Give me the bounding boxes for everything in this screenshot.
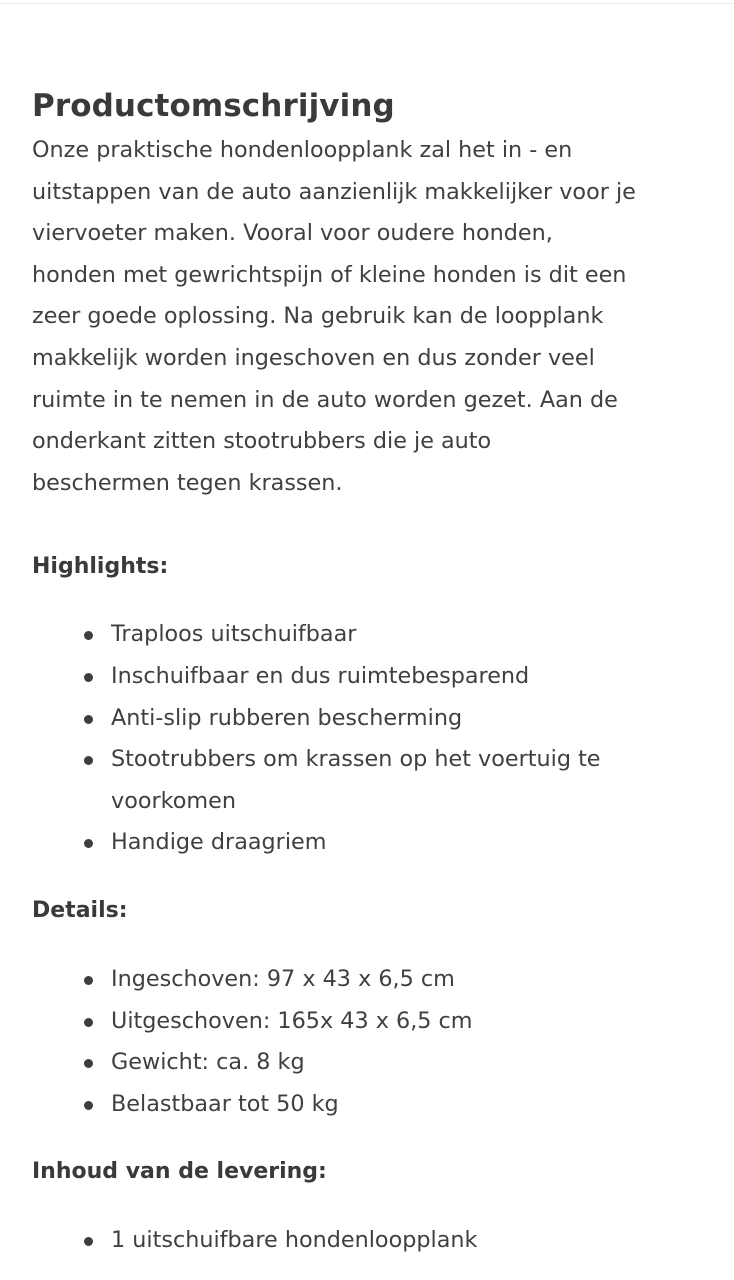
list-item bbox=[32, 698, 712, 740]
product-description-section bbox=[32, 82, 712, 1262]
bullet-icon bbox=[84, 631, 93, 640]
list-item bbox=[32, 1001, 712, 1043]
list-item bbox=[32, 739, 712, 822]
list-item bbox=[32, 959, 712, 1001]
list-item bbox=[32, 822, 712, 864]
bullet-icon bbox=[84, 1237, 93, 1246]
description-line: makkelijk worden ingeschoven en dus zonder veel bbox=[32, 344, 595, 371]
list-item-text: Anti-slip rubberen bescherming bbox=[111, 704, 463, 731]
details-heading: Details: bbox=[32, 897, 128, 923]
delivery-contents-list bbox=[32, 1220, 712, 1262]
description-line: uitstappen van de auto aanzienlijk makkelijker voor je bbox=[32, 178, 636, 205]
description-line: ruimte in te nemen in de auto worden gezet. Aan de bbox=[32, 386, 618, 413]
description-line: onderkant zitten stootrubbers die je auto bbox=[32, 428, 492, 455]
bullet-icon bbox=[84, 756, 93, 765]
list-item bbox=[32, 1084, 712, 1126]
description-line: viervoeter maken. Vooral voor oudere honden, bbox=[32, 220, 553, 247]
bullet-icon bbox=[84, 715, 93, 724]
bullet-icon bbox=[84, 673, 93, 682]
bullet-icon bbox=[84, 1018, 93, 1027]
top-divider bbox=[0, 3, 734, 4]
details-list bbox=[32, 959, 712, 1125]
description-line: Onze praktische hondenloopplank zal het in - en bbox=[32, 137, 573, 163]
list-item bbox=[32, 656, 712, 698]
description-line: honden met gewrichtspijn of kleine honden is dit een bbox=[32, 261, 627, 288]
list-item bbox=[32, 614, 712, 656]
list-item-text: Traploos uitschuifbaar bbox=[111, 621, 357, 648]
list-item-text: Belastbaar tot 50 kg bbox=[111, 1090, 339, 1117]
highlights-heading: Highlights: bbox=[32, 554, 169, 580]
bullet-icon bbox=[84, 1101, 93, 1110]
list-item-text: Gewicht: ca. 8 kg bbox=[111, 1049, 305, 1076]
list-item-text: Uitgeschoven: 165x 43 x 6,5 cm bbox=[111, 1007, 473, 1034]
list-item-text: 1 uitschuifbare hondenloopplank bbox=[111, 1227, 478, 1254]
highlights-list bbox=[32, 614, 712, 864]
bullet-icon bbox=[84, 1059, 93, 1068]
bullet-icon bbox=[84, 976, 93, 985]
list-item-text: Stootrubbers om krassen op het voertuig te voorkomen bbox=[111, 746, 601, 814]
section-title: Productomschrijving bbox=[32, 88, 395, 124]
product-description-text bbox=[32, 130, 712, 504]
bullet-icon bbox=[84, 839, 93, 848]
list-item bbox=[32, 1220, 712, 1262]
description-line: beschermen tegen krassen. bbox=[32, 469, 343, 496]
list-item-text: Inschuifbaar en dus ruimtebesparend bbox=[111, 662, 530, 689]
list-item bbox=[32, 1042, 712, 1084]
delivery-contents-heading: Inhoud van de levering: bbox=[32, 1159, 327, 1185]
list-item-text: Handige draagriem bbox=[111, 829, 327, 856]
description-line: zeer goede oplossing. Na gebruik kan de loopplank bbox=[32, 303, 604, 330]
list-item-text: Ingeschoven: 97 x 43 x 6,5 cm bbox=[111, 965, 455, 992]
